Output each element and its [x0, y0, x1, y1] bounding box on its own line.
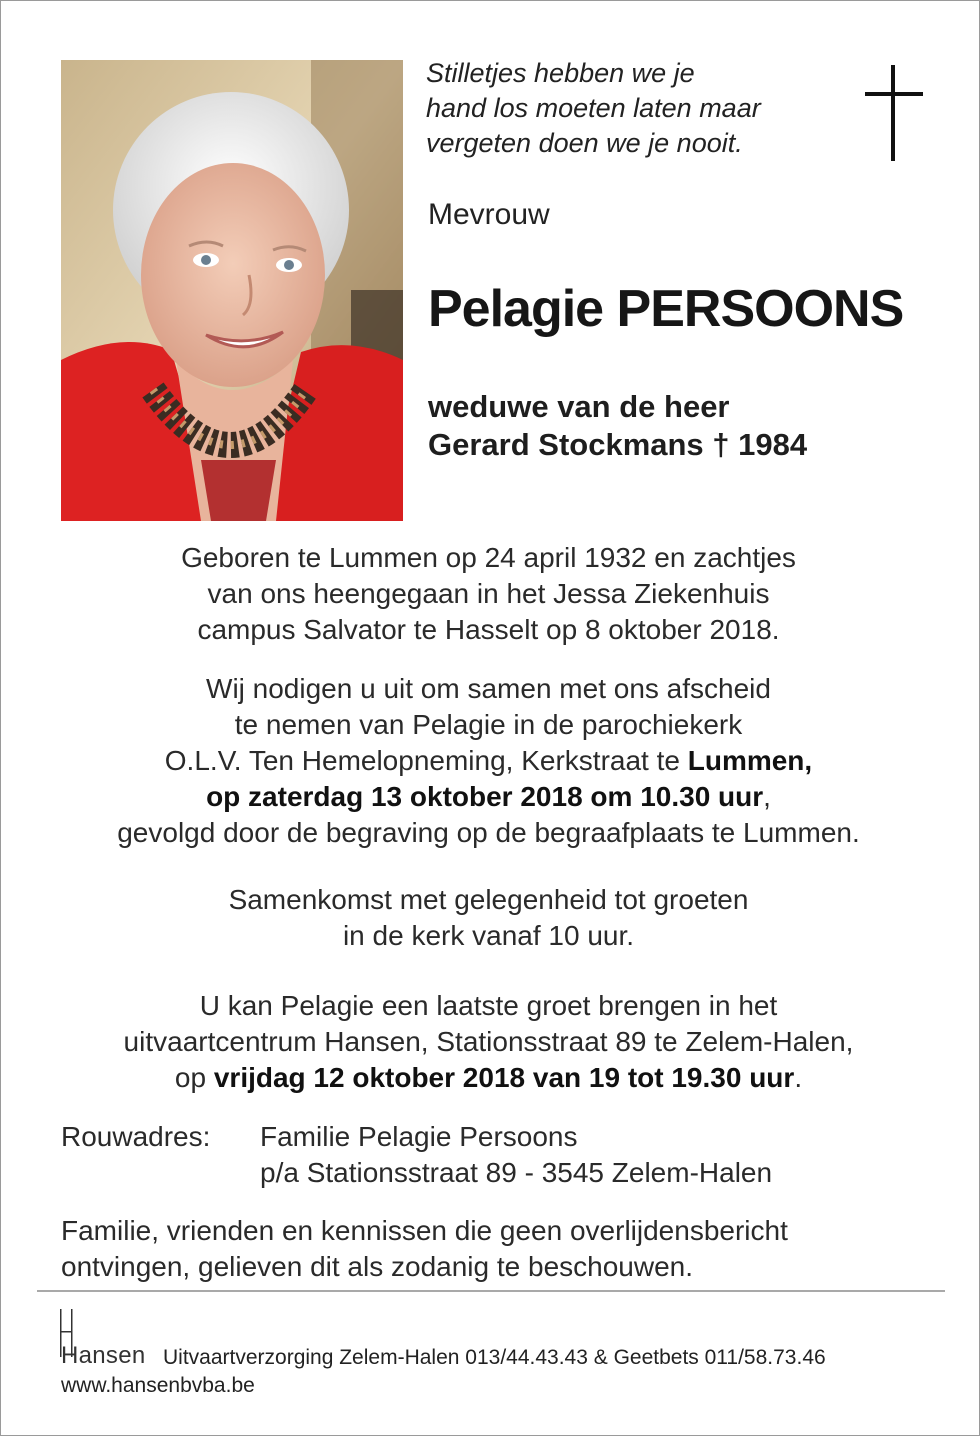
- funeral-home-info: Uitvaartverzorging Zelem-Halen 013/44.43.43 & Geetbets 011/58.73.46: [163, 1346, 826, 1369]
- text-line: uitvaartcentrum Hansen, Stationsstraat 89 te Zelem-Halen,: [123, 1026, 854, 1057]
- visitation-paragraph: [41, 988, 936, 1096]
- quote-line: vergeten doen we je nooit.: [426, 128, 743, 158]
- address-line: p/a Stationsstraat 89 - 3545 Zelem-Halen: [260, 1157, 773, 1188]
- website-link[interactable]: www.hansenbvba.be: [61, 1374, 255, 1397]
- text-line: Samenkomst met gelegenheid tot groeten: [228, 884, 749, 915]
- brand-name: Hansen: [61, 1342, 146, 1369]
- text-line: van ons heengegaan in het Jessa Ziekenhuis: [207, 578, 770, 609]
- spouse-line: weduwe van de heer: [428, 389, 730, 424]
- honorific: Mevrouw: [428, 198, 550, 231]
- quote-line: hand los moeten laten maar: [426, 93, 761, 123]
- divider: [37, 1290, 945, 1292]
- memorial-quote: [426, 56, 846, 161]
- text-segment: O.L.V. Ten Hemelopneming, Kerkstraat te: [164, 745, 688, 776]
- text-line: te nemen van Pelagie in de parochiekerk: [234, 709, 743, 740]
- text-line: Geboren te Lummen op 24 april 1932 en zachtjes: [181, 542, 796, 573]
- visitation-datetime: vrijdag 12 oktober 2018 van 19 tot 19.30 uur: [213, 1062, 795, 1093]
- spouse-line: Gerard Stockmans † 1984: [428, 427, 808, 462]
- gathering-paragraph: [41, 882, 936, 954]
- text-line: [41, 779, 936, 815]
- invitation-paragraph: [41, 671, 936, 851]
- text-line: [41, 743, 936, 779]
- cross-icon: [865, 65, 923, 166]
- text-line: ontvingen, gelieven dit als zodanig te beschouwen.: [61, 1251, 693, 1282]
- address-label: Rouwadres:: [61, 1121, 211, 1152]
- portrait-illustration: [61, 60, 403, 521]
- portrait-photo: [61, 60, 403, 521]
- quote-line: Stilletjes hebben we je: [426, 58, 695, 88]
- text-line: [41, 1060, 936, 1096]
- deceased-name: Pelagie PERSOONS: [428, 280, 904, 338]
- text-line: in de kerk vanaf 10 uur.: [342, 920, 635, 951]
- text-line: Wij nodigen u uit om samen met ons afscheid: [206, 673, 771, 704]
- text-line: campus Salvator te Hasselt op 8 oktober 2018.: [197, 614, 780, 645]
- text-segment: .: [794, 1062, 803, 1093]
- address-value: [260, 1119, 772, 1191]
- text-line: gevolgd door de begraving op de begraafplaats te Lummen.: [117, 817, 860, 848]
- location-emphasis: Lummen,: [687, 745, 813, 776]
- text-segment: op: [174, 1062, 214, 1093]
- spouse-info: [428, 388, 807, 464]
- text-segment: ,: [763, 781, 771, 812]
- address-line: Familie Pelagie Persoons: [260, 1121, 578, 1152]
- text-line: U kan Pelagie een laatste groet brengen in het: [199, 990, 778, 1021]
- service-datetime: op zaterdag 13 oktober 2018 om 10.30 uur: [206, 781, 764, 812]
- text-line: Familie, vrienden en kennissen die geen overlijdensbericht: [61, 1215, 788, 1246]
- birth-paragraph: [41, 540, 936, 648]
- notice-paragraph: [61, 1213, 921, 1285]
